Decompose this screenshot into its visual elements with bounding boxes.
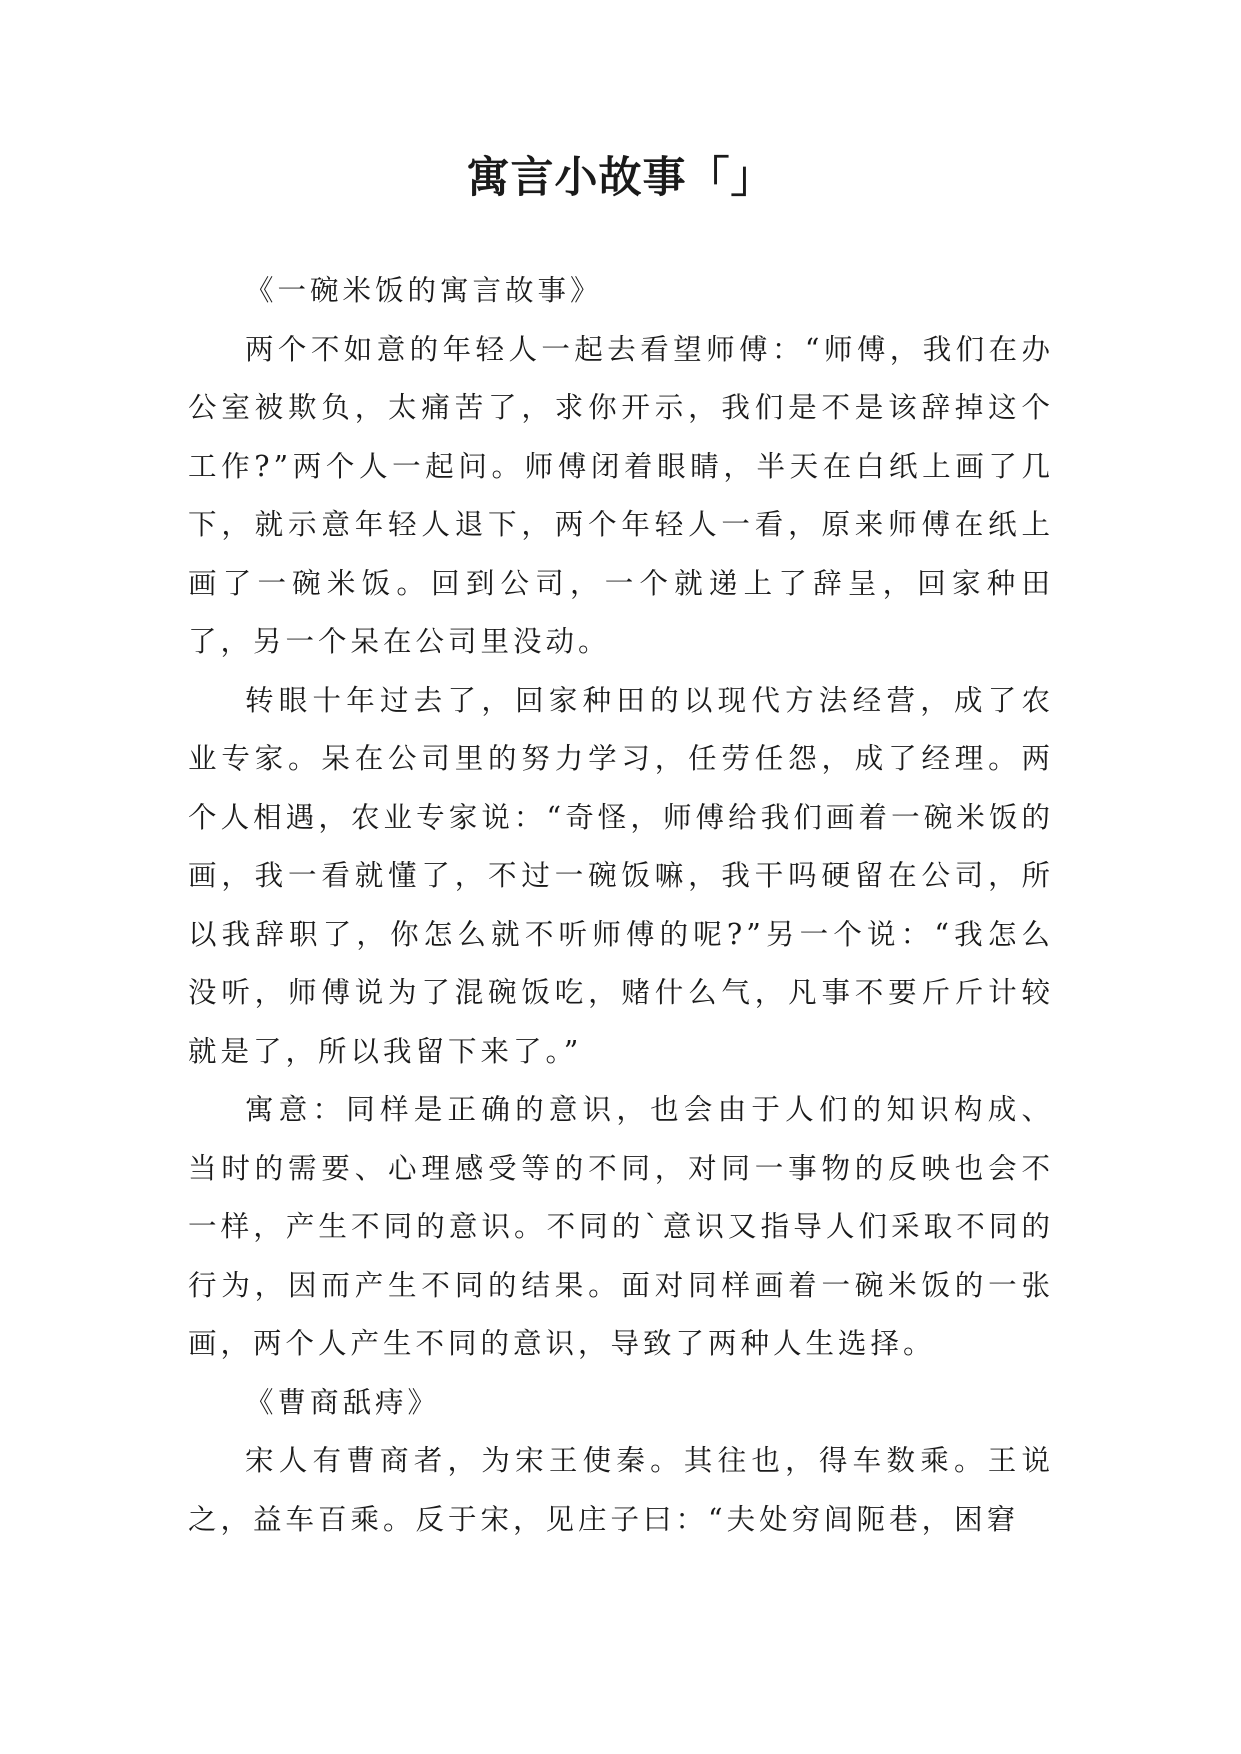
document-title: 寓言小故事「」 bbox=[466, 153, 775, 203]
body-paragraph: 宋人有曹商者，为宋王使秦。其往也，得车数乘。王说之，益车百乘。反于宋，见庄子曰：“夫处穷闾阨巷，困窘 bbox=[188, 1444, 1054, 1536]
moral-paragraph: 寓意：同样是正确的意识，也会由于人们的知识构成、当时的需要、心理感受等的不同，对同一事物的反映也会不一样，产生不同的意识。不同的`意识又指导人们采取不同的行为，因而产生不同的结果。面对同样画着一碗米饭的一张画，两个人产生不同的意识，导致了两种人生选择。 bbox=[188, 1093, 1054, 1360]
body-paragraph: 转眼十年过去了，回家种田的以现代方法经营，成了农业专家。呆在公司里的努力学习，任劳任怨，成了经理。两个人相遇，农业专家说：“奇怪，师傅给我们画着一碗米饭的画，我一看就懂了，不过一碗饭嘛，我干吗硬留在公司，所以我辞职了，你怎么就不听师傅的呢?”另一个说：“我怎么没听，师傅说为了混碗饭吃，赌什么气，凡事不要斤斤计较就是了，所以我留下来了。” bbox=[188, 683, 1054, 1068]
story-heading-rice: 《一碗米饭的寓言故事》 bbox=[245, 274, 603, 307]
document-body bbox=[188, 262, 1054, 1549]
body-paragraph: 两个不如意的年轻人一起去看望师傅：“师傅，我们在办公室被欺负，太痛苦了，求你开示，我们是不是该辞掉这个工作?”两个人一起问。师傅闭着眼睛，半天在白纸上画了几下，就示意年轻人退下，两个年轻人一看，原来师傅在纸上画了一碗米饭。回到公司，一个就递上了辞呈，回家种田了，另一个呆在公司里没动。 bbox=[188, 332, 1054, 658]
story-heading-caoshang: 《曹商舐痔》 bbox=[245, 1385, 441, 1419]
